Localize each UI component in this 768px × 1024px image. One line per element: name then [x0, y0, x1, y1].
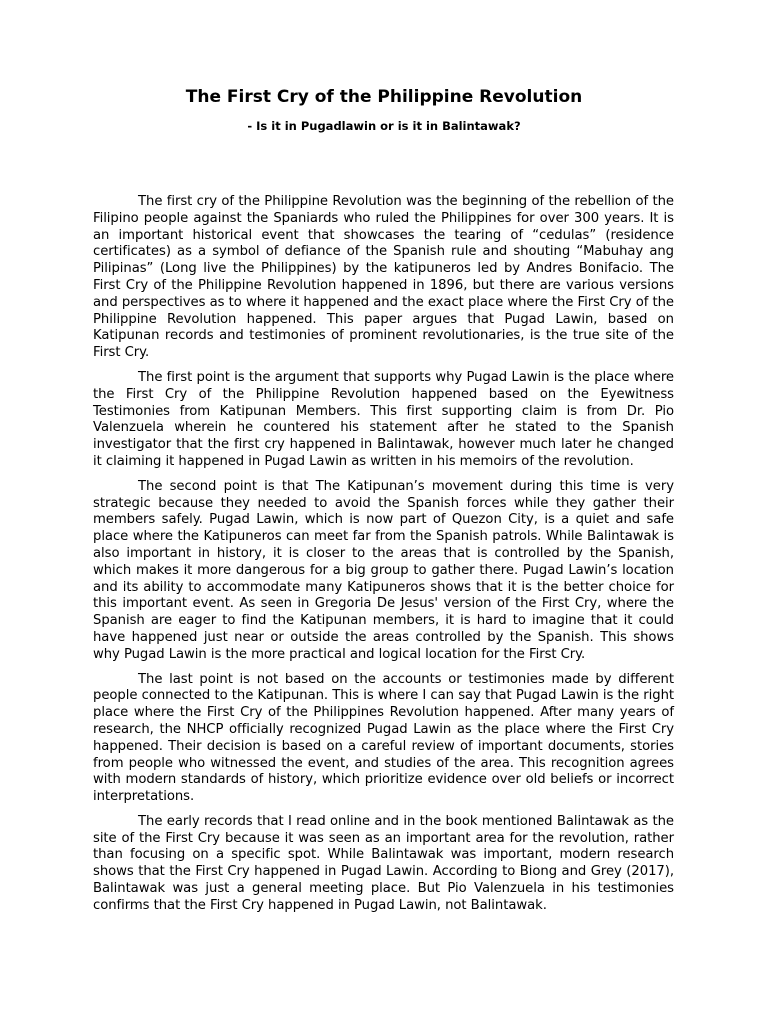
- paragraph-5: The early records that I read online and in the book mentioned Balintawak as the site of the First Cry because it was seen as an important area for the revolution, rather than focusing on a specific spot. While Balintawak was important, modern research shows that the First Cry happened in Pugad Lawin. According to Biong and Grey (2017), Balintawak was just a general meeting place. But Pio Valenzuela in his testimonies confirms that the First Cry happened in Pugad Lawin, not Balintawak.: [93, 813, 674, 913]
- paragraph-3: The second point is that The Katipunan’s movement during this time is very strategic because they needed to avoid the Spanish forces while they gather their members safely. Pugad Lawin, which is now part of Quezon City, is a quiet and safe place where the Katipuneros can meet far from the Spanish patrols. While Balintawak is also important in history, it is closer to the areas that is controlled by the Spanish, which makes it more dangerous for a big group to gather there. Pugad Lawin’s location and its ability to accommodate many Katipuneros shows that it is the better choice for this important event. As seen in Gregoria De Jesus' version of the First Cry, where the Spanish are eager to find the Katipunan members, it is hard to imagine that it could have happened just near or outside the areas controlled by the Spanish. This shows why Pugad Lawin is the more practical and logical location for the First Cry.: [93, 478, 674, 662]
- document-title: The First Cry of the Philippine Revolution: [185, 87, 583, 107]
- document-subtitle: - Is it in Pugadlawin or is it in Balintawak?: [247, 119, 521, 133]
- document-body: [93, 194, 674, 923]
- paragraph-2: The first point is the argument that supports why Pugad Lawin is the place where the First Cry of the Philippine Revolution happened based on the Eyewitness Testimonies from Katipunan Members. This first supporting claim is from Dr. Pio Valenzuela wherein he countered his statement after he stated to the Spanish investigator that the first cry happened in Balintawak, however much later he changed it claiming it happened in Pugad Lawin as written in his memoirs of the revolution.: [93, 369, 674, 469]
- paragraph-1: The first cry of the Philippine Revolution was the beginning of the rebellion of the Filipino people against the Spaniards who ruled the Philippines for over 300 years. It is an important historical event that showcases the tearing of “cedulas” (residence certificates) as a symbol of defiance of the Spanish rule and shouting “Mabuhay ang Pilipinas” (Long live the Philippines) by the katipuneros led by Andres Bonifacio. The First Cry of the Philippine Revolution happened in 1896, but there are various versions and perspectives as to where it happened and the exact place where the First Cry of the Philippine Revolution happened. This paper argues that Pugad Lawin, based on Katipunan records and testimonies of prominent revolutionaries, is the true site of the First Cry.: [93, 194, 674, 361]
- paragraph-4: The last point is not based on the accounts or testimonies made by different people connected to the Katipunan. This is where I can say that Pugad Lawin is the right place where the First Cry of the Philippines Revolution happened. After many years of research, the NHCP officially recognized Pugad Lawin as the place where the First Cry happened. Their decision is based on a careful review of important documents, stories from people who witnessed the event, and studies of the area. This recognition agrees with modern standards of history, which prioritize evidence over old beliefs or incorrect interpretations.: [93, 671, 674, 805]
